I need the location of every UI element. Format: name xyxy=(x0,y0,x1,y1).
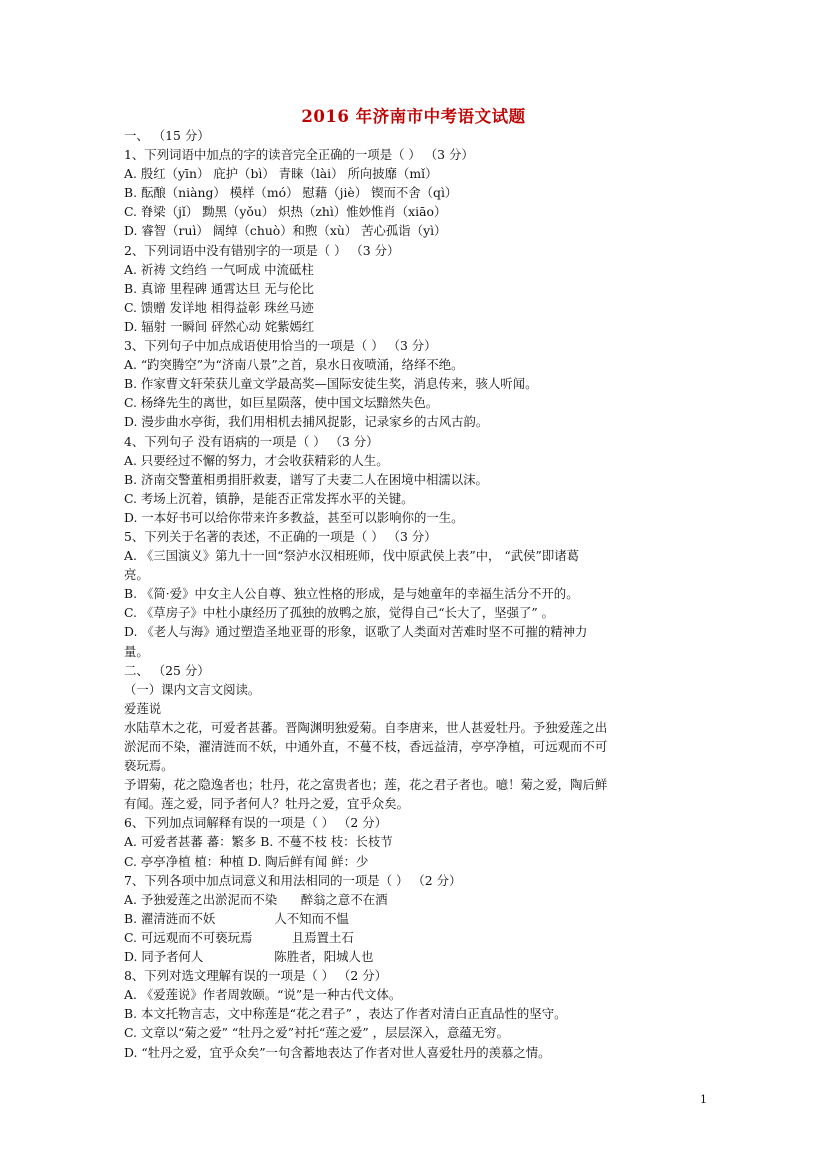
text-line: 亮。 xyxy=(124,567,149,583)
text-line: D. 《老人与海》通过塑造圣地亚哥的形象，讴歌了人类面对苦难时坚不可摧的精神力 xyxy=(124,624,588,640)
text-line: 一、 （15 分） xyxy=(124,128,210,143)
text-line: 爱莲说 xyxy=(124,700,162,716)
text-line: 8、下列对选文理解有误的一项是（ ） （2 分） xyxy=(124,968,388,984)
text-line: C. 考场上沉着，镇静，是能否正常发挥水平的关键。 xyxy=(124,490,414,506)
text-line: A. 只要经过不懈的努力，才会收获精彩的人生。 xyxy=(124,452,389,468)
text-line: C. 可远观而不可亵玩焉 且焉置土石 xyxy=(124,929,354,945)
text-line: A. 予独爱莲之出淤泥而不染 醉翁之意不在酒 xyxy=(124,891,388,907)
text-line: D. 同予者何人 陈胜者，阳城人也 xyxy=(124,949,374,965)
text-line: D. “牡丹之爱，宜乎众矣”一句含蓄地表达了作者对世人喜爱牡丹的羡慕之情。 xyxy=(124,1044,551,1060)
text-line: 予谓菊，花之隐逸者也；牡丹，花之富贵者也；莲，花之君子者也。噫！菊之爱，陶后鲜 xyxy=(124,777,608,793)
text-line: D. 漫步曲水亭街，我们用相机去捕风捉影，记录家乡的古风古韵。 xyxy=(124,414,489,430)
text-line: B. 济南交警董相勇捐肝救妻，谱写了夫妻二人在困境中相濡以沫。 xyxy=(124,471,488,487)
text-line: 淤泥而不染，濯清涟而不妖，中通外直，不蔓不枝，香远益清，亭亭净植，可远观而不可 xyxy=(124,739,608,754)
text-line: 1、下列词语中加点的字的读音完全正确的一项是（ ） （3 分） xyxy=(124,147,474,163)
text-line: C. 亭亭净植 植：种植 D. 陶后鲜有闻 鲜：少 xyxy=(124,853,369,869)
text-line: A. 祈祷 文绉绉 一气呵成 中流砥柱 xyxy=(124,261,314,277)
text-line: B. 濯清涟而不妖 人不知而不愠 xyxy=(124,910,349,926)
page-number: 1 xyxy=(700,1093,707,1106)
text-line: B. 《简·爱》中女主人公自尊、独立性格的形成，是与她童年的幸福生活分不开的。 xyxy=(124,586,579,602)
exam-body xyxy=(124,126,704,1062)
text-line: C. 馈赠 发详地 相得益彰 珠丝马迹 xyxy=(124,299,314,315)
text-line: A. 《爱莲说》作者周敦颐。“说”是一种古代文体。 xyxy=(124,987,402,1003)
text-line: C. 脊梁（jǐ） 黝黑（yǒu） 炽热（zhì）惟妙惟肖（xiāo） xyxy=(124,204,447,220)
text-line: B. 酝酿（niàng） 模样（mó） 慰藉（jiè） 锲而不舍（qì） xyxy=(124,185,458,201)
text-line: A. 可爱者甚蕃 蕃：繁多 B. 不蔓不枝 枝：长枝节 xyxy=(124,834,393,850)
text-line: （一）课内文言文阅读。 xyxy=(124,681,261,697)
text-line: 3、下列句子中加点成语使用恰当的一项是（ ） （3 分） xyxy=(124,338,437,354)
text-line: D. 一本好书可以给你带来许多教益，甚至可以影响你的一生。 xyxy=(124,509,464,525)
text-line: 4、下列句子 没有语病的一项是（ ） （3 分） xyxy=(124,433,379,449)
text-line: D. 睿智（ruì） 阔绰（chuò）和煦（xù） 苦心孤诣（yì） xyxy=(124,223,447,239)
text-line: 6、下列加点词解释有误的一项是（ ） （2 分） xyxy=(124,815,388,831)
text-line: 二、 （25 分） xyxy=(124,662,210,678)
text-line: B. 本文托物言志，文中称莲是“花之君子” ，表达了作者对清白正直品性的坚守。 xyxy=(124,1006,567,1022)
text-line: 亵玩焉。 xyxy=(124,758,174,774)
text-line: 水陆草木之花，可爱者甚蕃。晋陶渊明独爱菊。自李唐来，世人甚爱牡丹。予独爱莲之出 xyxy=(124,719,608,735)
text-line: 2、下列词语中没有错别字的一项是（ ） （3 分） xyxy=(124,242,400,258)
document-title: 2016 年济南市中考语文试题 xyxy=(301,107,526,126)
text-line: 量。 xyxy=(124,643,149,659)
text-line: C. 杨绛先生的离世，如巨星陨落，使中国文坛黯然失色。 xyxy=(124,395,439,411)
text-line: 7、下列各项中加点词意义和用法相同的一项是（ ） （2 分） xyxy=(124,872,462,888)
text-line: D. 辐射 一瞬间 砰然心动 姹紫嫣红 xyxy=(124,318,315,334)
text-line: C. 文章以“菊之爱” “牡丹之爱”衬托“莲之爱” ，层层深入，意蕴无穷。 xyxy=(124,1025,509,1041)
text-line: A. 《三国演义》第九十一回“祭泸水汉相班师，伐中原武侯上表”中， “武侯”即诸葛 xyxy=(124,548,579,564)
text-line: 5、下列关于名著的表述，不正确的一项是（ ） （3 分） xyxy=(124,528,437,544)
text-line: B. 作家曹文轩荣获儿童文学最高奖—国际安徒生奖，消息传来，骇人听闻。 xyxy=(124,376,538,392)
text-line: B. 真谛 里程碑 通霄达旦 无与伦比 xyxy=(124,280,314,296)
text-line: C. 《草房子》中杜小康经历了孤独的放鸭之旅，觉得自己“长大了，坚强了” 。 xyxy=(124,605,555,621)
text-line: A. “趵突腾空”为“济南八景”之首，泉水日夜喷涌，络绎不绝。 xyxy=(124,357,464,373)
text-line: A. 殷红（yīn） 庇护（bì） 青睐（lài） 所向披靡（mǐ） xyxy=(124,166,438,182)
text-line: 有闻。莲之爱，同予者何人？牡丹之爱，宜乎众矣。 xyxy=(124,796,409,812)
